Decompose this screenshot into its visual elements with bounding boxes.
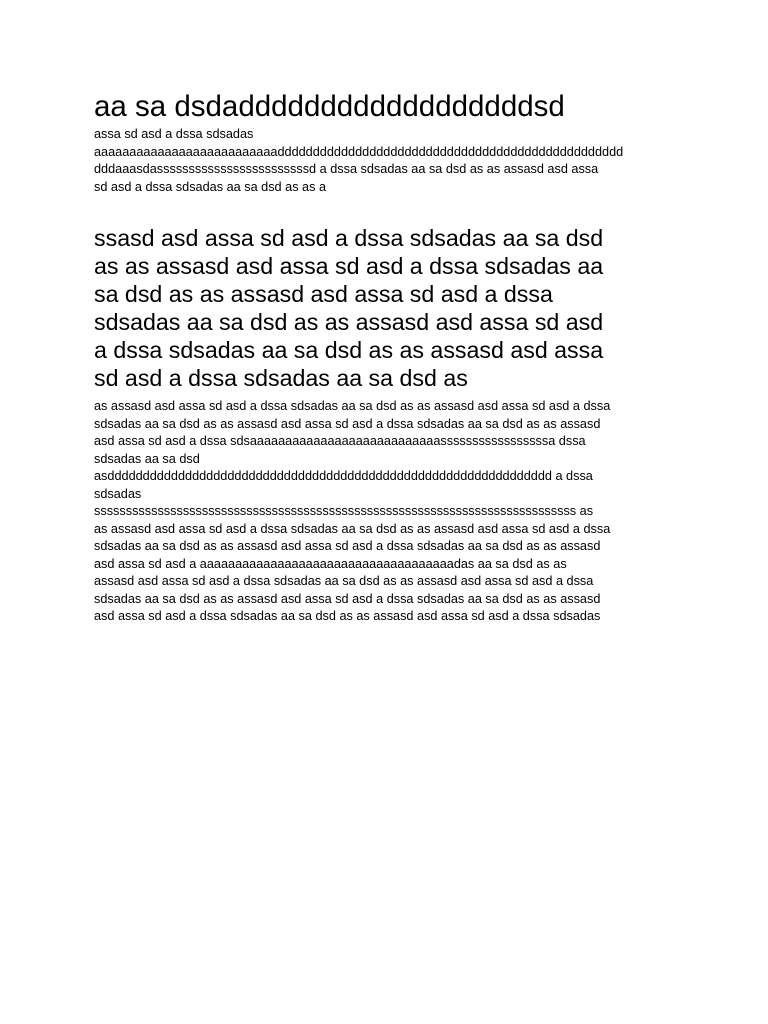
text-line: as assasd asd assa sd asd a dssa sdsadas aa sa dsd as as assasd asd assa sd asd a dssa	[94, 399, 611, 413]
document-title: aa sa dsdaddddddddddddddddddsd	[94, 90, 565, 123]
text-line: sa dsd as as assasd asd assa sd asd a dssa	[94, 281, 553, 307]
text-line: ssasd asd assa sd asd a dssa sdsadas aa sa dsd	[94, 225, 604, 251]
text-line: sd asd a dssa sdsadas aa sa dsd as	[94, 365, 468, 391]
text-line: aaaaaaaaaaaaaaaaaaaaaaaaaaddddddddddddddddddddddddddddddddddddddddddddddddd	[94, 144, 624, 159]
text-line: sd asd a dssa sdsadas aa sa dsd as as a	[94, 179, 327, 194]
text-line: as assasd asd assa sd asd a dssa sdsadas aa sa dsd as as assasd asd assa sd asd a dssa	[94, 521, 611, 536]
text-line: sdsadas aa sa dsd	[94, 451, 200, 466]
text-line: asd assa sd asd a dssa sdsadas aa sa dsd as as assasd asd assa sd asd a dssa sdsadas	[94, 609, 601, 623]
text-line: a dssa sdsadas aa sa dsd as as assasd asd assa	[94, 337, 604, 363]
text-line: sdsadas aa sa dsd as as assasd asd assa sd asd	[94, 309, 604, 335]
paragraph-large	[94, 224, 676, 392]
paragraph-body	[94, 398, 676, 626]
text-line: dddaaasdassssssssssssssssssssssssd a dssa sdsadas aa sa dsd as as assasd asd assa	[94, 162, 599, 176]
text-line: assasd asd assa sd asd a dssa sdsadas aa sa dsd as as assasd asd assa sd asd a dssa	[94, 574, 594, 588]
text-line: sdsadas	[94, 486, 142, 501]
text-line: sdsadas aa sa dsd as as assasd asd assa sd asd a dssa sdsadas aa sa dsd as as assasd	[94, 539, 601, 553]
document-content	[94, 89, 676, 626]
text-line: asd assa sd asd a aaaaaaaaaaaaaaaaaaaaaaaaaaaaaaaaaaaadas aa sa dsd as as	[94, 556, 567, 571]
text-line: as as assasd asd assa sd asd a dssa sdsadas aa	[94, 253, 604, 279]
paragraph-intro	[94, 126, 676, 196]
text-line: assa sd asd a dssa sdsadas	[94, 127, 254, 141]
text-line: sdsadas aa sa dsd as as assasd asd assa sd asd a dssa sdsadas aa sa dsd as as assasd	[94, 591, 601, 606]
text-line: asd assa sd asd a dssa sdsaaaaaaaaaaaaaaaaaaaaaaaaaaasssssssssssssssssa dssa	[94, 434, 586, 448]
text-line: sdsadas aa sa dsd as as assasd asd assa sd asd a dssa sdsadas aa sa dsd as as assasd	[94, 416, 601, 431]
text-line: ssssssssssssssssssssssssssssssssssssssssssssssssssssssssssssssssssssssssssss as	[94, 504, 594, 518]
text-line: asddddddddddddddddddddddddddddddddddddddddddddddddddddddddddddddd a dssa	[94, 469, 593, 483]
